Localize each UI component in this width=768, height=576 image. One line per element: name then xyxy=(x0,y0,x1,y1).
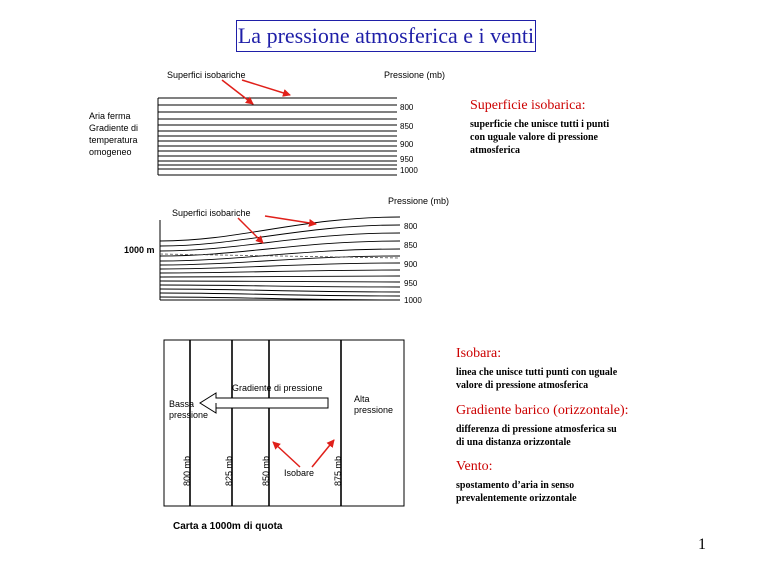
diagram2-pressure-label: Pressione (mb) xyxy=(388,196,450,206)
high-pressure-label: Alta pressione xyxy=(354,394,394,415)
definition-pressure-gradient xyxy=(456,403,629,449)
definition-wind xyxy=(456,459,577,505)
diagram1-isobaric-lines xyxy=(158,98,397,169)
isobaric-curve xyxy=(160,289,400,292)
definition-isobaric-surface xyxy=(470,98,609,157)
diagram1-level-950: 950 xyxy=(400,155,414,164)
definition-term: Isobara: xyxy=(456,346,502,361)
isobaric-curve xyxy=(160,285,400,287)
page-title: La pressione atmosferica e i venti xyxy=(236,20,536,52)
low-pressure-label: Bassa pressione xyxy=(169,399,209,420)
isobar-label-875: 875 mb xyxy=(333,455,343,487)
diagram2-level-850: 850 xyxy=(404,241,418,250)
diagram1-box xyxy=(158,98,397,175)
diagram2-level-950: 950 xyxy=(404,279,418,288)
definition-isobar xyxy=(456,346,617,392)
isobar-label-800: 800 mb xyxy=(182,455,192,487)
diagram1-level-900: 900 xyxy=(400,140,414,149)
isobaric-curve xyxy=(160,270,400,273)
diagram1-arrows xyxy=(222,80,290,104)
definition-term: Gradiente barico (orizzontale): xyxy=(456,403,629,418)
diagram1-arrow-a xyxy=(222,80,253,104)
diagram2-altitude-label: 1000 m xyxy=(124,245,155,255)
pressure-gradient-arrow xyxy=(200,393,328,413)
diagram1-level-800: 800 xyxy=(400,103,414,112)
diagram2-level-900: 900 xyxy=(404,260,418,269)
pressure-gradient-label: Gradiente di pressione xyxy=(232,383,323,393)
isobare-arrow-right xyxy=(312,440,334,467)
definition-text: differenza di pressione atmosferica su di una distanza orizzontale xyxy=(456,424,617,448)
isobare-arrows xyxy=(273,440,334,467)
isobaric-curve xyxy=(160,281,400,282)
diagram1-arrow-b xyxy=(242,80,290,95)
definition-term: Superficie isobarica: xyxy=(470,98,586,113)
diagram2-arrow-b xyxy=(265,216,316,224)
isobare-label: Isobare xyxy=(284,468,315,478)
isobaric-curve xyxy=(160,241,400,256)
isobar-label-850: 850 mb xyxy=(261,455,271,487)
diagram1-side-note: Aria ferma Gradiente di temperatura omogeneo xyxy=(89,111,139,157)
isobaric-curve xyxy=(160,293,400,296)
diagram1-surfaces-label: Superfici isobariche xyxy=(167,70,246,80)
isobar-label-825: 825 mb xyxy=(224,455,234,487)
definition-text: superficie che unisce tutti i punti con uguale valore di pressione atmosferica xyxy=(470,119,610,156)
diagram1-level-1000: 1000 xyxy=(400,166,418,175)
diagram2-surfaces-label: Superfici isobariche xyxy=(172,208,251,218)
isobaric-curve xyxy=(160,276,400,277)
isobaric-curve xyxy=(160,217,400,241)
diagram2-level-800: 800 xyxy=(404,222,418,231)
definition-text: spostamento d’aria in senso prevalentemente orizzontale xyxy=(456,480,577,504)
page-number: 1 xyxy=(698,536,706,553)
diagram2-arrow-a xyxy=(238,218,263,243)
map-caption: Carta a 1000m di quota xyxy=(173,521,283,532)
isobare-arrow-left xyxy=(273,442,300,467)
diagram1-level-850: 850 xyxy=(400,122,414,131)
map-box xyxy=(164,340,404,506)
diagram2-level-1000: 1000 xyxy=(404,296,422,305)
definition-text: linea che unisce tutti punti con uguale valore di pressione atmosferica xyxy=(456,367,618,391)
diagram1-pressure-label: Pressione (mb) xyxy=(384,70,446,80)
definition-term: Vento: xyxy=(456,459,493,474)
diagram2-isobaric-curves xyxy=(160,217,400,300)
